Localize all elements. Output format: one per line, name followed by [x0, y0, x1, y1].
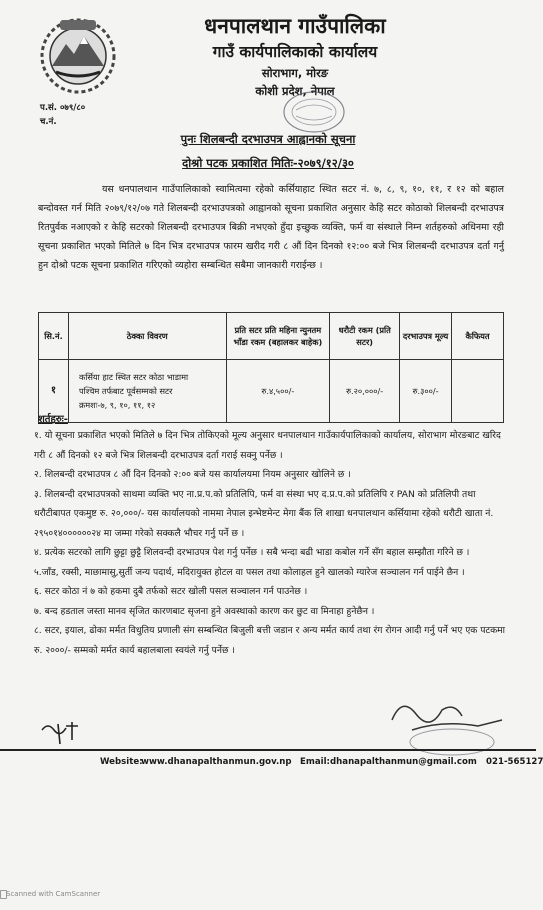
- dispatch-number: च.नं.: [40, 117, 57, 127]
- detail-line: कर्सिया हाट स्थित सटर कोठा भाडामा: [78, 372, 189, 382]
- initials-signature-icon: [38, 718, 88, 748]
- nepal-emblem-icon: [38, 14, 118, 96]
- letter-reference-number: प.सं. ०७९/८०: [40, 103, 86, 113]
- province-name: कोशी प्रदेश, नेपाल: [255, 84, 335, 98]
- cell-deposit: रु.२०,०००/-: [330, 360, 400, 423]
- col-min-rent: प्रति सटर प्रति महिना न्युनतम भाँडा रकम (बहालकर बाहेक): [226, 313, 330, 360]
- phone-number: 021-565127: [486, 757, 543, 767]
- notice-title: पुनः शिलबन्दी दरभाउपत्र आह्वानको सूचना: [180, 132, 356, 146]
- cell-form-price: रु.३००/-: [400, 360, 452, 423]
- detail-line: क्रमशः-७, ९, १०, ११, १२: [78, 400, 156, 410]
- condition-item: ४. प्रत्येक सटरको लागि छुट्टा छुट्टै शिलवन्दी दरभाउपत्र पेश गर्नु पर्नेछ । सबै भन्दा बढी भाडा कबोल गर्ने सँग बहाल सम्झौता गरिने छ ।: [34, 547, 470, 558]
- scanner-watermark: Scanned with CamScanner: [6, 890, 101, 898]
- col-serial: सि.नं.: [39, 313, 69, 360]
- table-header-row: [39, 313, 504, 360]
- conditions-list: [34, 426, 508, 660]
- conditions-heading: शर्तहरुः-: [38, 414, 68, 425]
- footer-divider: [0, 749, 536, 751]
- table-row: [39, 360, 504, 423]
- email-link[interactable]: dhanapalthanmun@gmail.com: [330, 757, 477, 767]
- cell-serial: १: [39, 360, 69, 423]
- col-form-price: दरभाउपत्र मूल्य: [400, 313, 452, 360]
- cell-contract-detail: [68, 360, 226, 423]
- tender-table: [38, 312, 504, 423]
- notice-subtitle: दोश्रो पटक प्रकाशित मितिः-२०७९/१२/३०: [182, 156, 354, 170]
- detail-line: पश्चिम तर्फबाट पूर्वसम्मको सटर: [78, 386, 173, 396]
- cell-remarks: [452, 360, 504, 423]
- col-deposit: धरौटी रकम (प्रति सटर): [330, 313, 400, 360]
- condition-item: ६. सटर कोठा नं ७ को हकमा दुबै तर्फको सटर खोली पसल सञ्चालन गर्न पाउनेछ ।: [34, 586, 308, 597]
- office-name: गाउँ कार्यपालिकाको कार्यालय: [212, 43, 378, 61]
- email-label: Email:: [300, 757, 330, 767]
- condition-item: २. शिलबन्दी दरभाउपत्र ८ औं दिन दिनको २:०० बजे यस कार्यालयमा नियम अनुसार खोलिने छ ।: [34, 469, 351, 480]
- col-remarks: कैफियत: [452, 313, 504, 360]
- condition-item: १. यो सूचना प्रकाशित भएको मितिले ७ दिन भित्र तोकिएको मूल्य अनुसार धनपालथान गाउँकार्यपालिकाको कार्यालय, सोराभाग मोरङबाट खरिद गरी ८ औं दिनको १२ बजे भित्र शिलबन्दी दरभाउपत्र दर्ता गराई सक्नु पर्नेछ ।: [34, 430, 501, 461]
- col-contract-detail: ठेक्का विवरण: [68, 313, 226, 360]
- condition-item: ५.जाँड, रक्सी, माछामासु,सुर्ती जन्य पदार्थ, मदिरायुक्त होटल वा पसल तथा कोलाहल हुने खालको ग्यारेज सञ्चालन गर्न पाईने छैन ।: [34, 566, 465, 578]
- website-label: Website:: [100, 757, 143, 767]
- website-link[interactable]: www.dhanapalthanmun.gov.np: [141, 757, 292, 767]
- condition-item: ७. बन्द हडताल जस्ता मानव सृजित कारणबाट सृजना हुने अवस्थाको कारण कर छुट वा मिनाहा हुनेछैन ।: [34, 605, 375, 617]
- office-seal-icon: [282, 90, 346, 134]
- condition-item: ८. सटर, इयाल, ढोका मर्मत विधुतिय प्रणाली संग सम्बन्धित बिजुली बत्ती जडान र अन्य मर्मत कार्य तथा रंग रोगन आदी गर्नु पर्ने भए एक पटकमा रु. २०००/- सम्मको मर्मत कार्य बहालबाला स्वयंले गर्नु पर्नेछ ।: [34, 625, 506, 656]
- condition-item: ३. शिलबन्दी दरभाउपत्रको साथमा व्यक्ति भए ना.प्र.प.को प्रतिलिपि, फर्म वा संस्था भए द.प्र.प.को प्रतिलिपि र PAN को प्रतिलिपी तथा धरौटीबापत एकमुष्ट रु. २०,०००/- यस कार्यालयको नाममा नेपाल इन्भेष्टमेन्ट मेगा बैंक लि शाखा धनपालथान कर्सियामा रहेको धरौटी खाता नं. २९५०१४००००००२४ मा जम्मा गरेको सक्कलै भौचर गर्नु पर्ने छ ।: [34, 488, 494, 539]
- office-location: सोराभाग, मोरङ: [261, 66, 329, 80]
- cell-min-rent: रु.४,५००/-: [226, 360, 330, 423]
- notice-body: यस धनपालथान गाउँपालिकाको स्वामित्वमा रहेको कर्सियाहाट स्थित सटर नं. ७, ८, ९, १०, ११, र १२ को बहाल बन्दोवस्त गर्न मिति २०७९/१२/०७ गते शिलबन्दी दरभाउपत्रको आह्वानको सूचना प्रकाशित अनुसार केहि सटर कोठाको शिलबन्दी दरभाउपत्र रितपुर्वक नआएको र केहि सटरको शिलबन्दी दरभाउपत्र बिक्री नभएको हुँदा इच्छुक व्यक्ति, फर्म वा संस्थाले निम्न शर्तहरुको अधिनमा रही सूचना प्रकाशित भएको मितिले ७ दिन भित्र दरभाउपत्र फारम खरीद गरी ८ औं दिन दिनको १२:०० बजे भित्र शिलबन्दी दरभाउपत्र दर्ता गर्नु हुन दोश्रो पटक सूचना प्रकाशित गरिएको व्यहोरा सम्बन्धित सबैमा जानकारी गराईन्छ ।: [38, 184, 504, 271]
- municipality-name: धनपालथान गाउँपालिका: [204, 14, 386, 38]
